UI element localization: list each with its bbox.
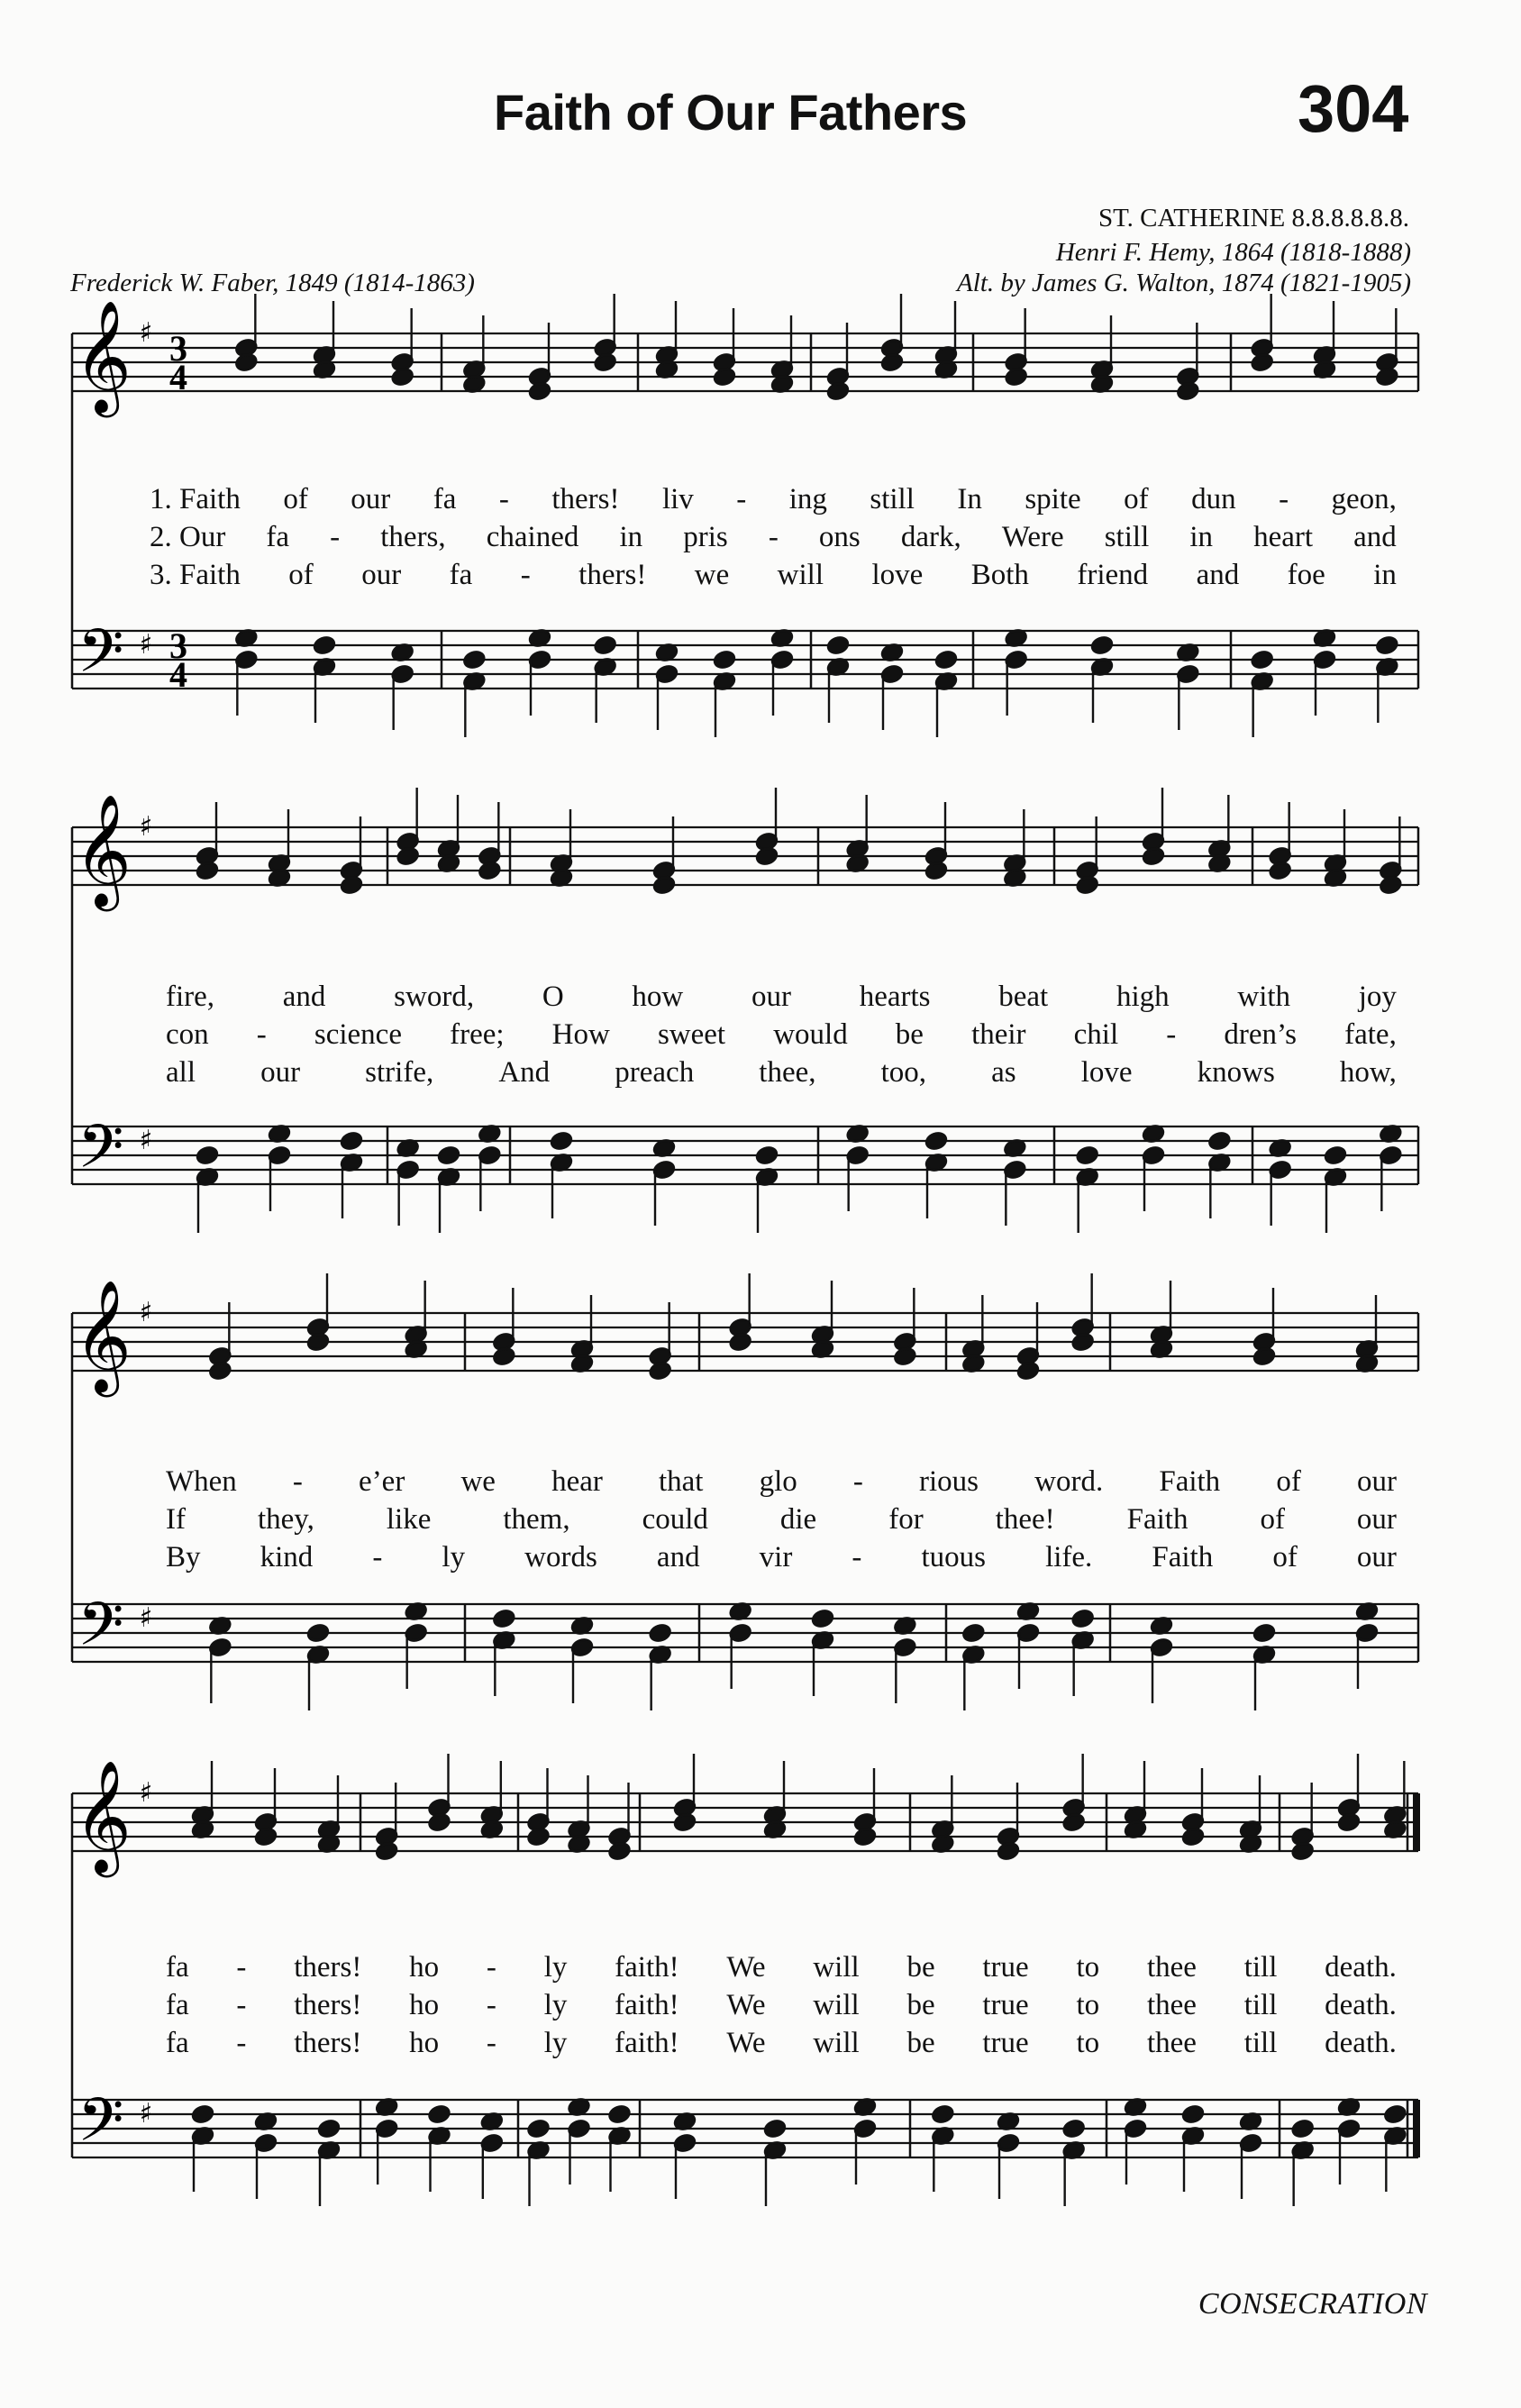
notehead xyxy=(934,650,958,670)
lyric-syllable: high xyxy=(1116,981,1170,1013)
notehead xyxy=(880,352,904,373)
lyric-syllable: in xyxy=(619,521,643,553)
lyric-syllable: ons xyxy=(818,521,861,553)
notehead xyxy=(652,875,676,896)
lyric-syllable: ly xyxy=(543,2027,568,2059)
arranger-credit: Alt. by James G. Walton, 1874 (1821-1905) xyxy=(957,269,1411,297)
lyric-syllable: fa xyxy=(433,483,457,515)
lyric-syllable: dun xyxy=(1191,483,1236,515)
notehead xyxy=(826,635,850,656)
lyric-syllable: - xyxy=(852,1541,862,1573)
notehead xyxy=(1181,2104,1205,2125)
treble-clef-icon: 𝄞 xyxy=(74,300,132,413)
lyric-syllable: dark, xyxy=(900,521,961,553)
lyric-syllable: they, xyxy=(257,1503,314,1536)
lyric-syllable: still xyxy=(1104,521,1150,553)
lyric-syllable: con xyxy=(166,1018,209,1051)
lyric-syllable: life. xyxy=(1045,1541,1093,1573)
lyric-syllable: thers! xyxy=(294,1989,362,2021)
lyric-syllable: fa xyxy=(166,2027,189,2059)
notehead xyxy=(208,1361,232,1382)
lyric-syllable: Both xyxy=(970,559,1029,591)
lyric-syllable: of xyxy=(288,559,314,591)
lyric-syllable: - xyxy=(736,483,747,515)
lyric-line xyxy=(166,981,1397,1014)
lyric-syllable: ly xyxy=(442,1541,466,1573)
lyric-syllable: - xyxy=(852,1465,863,1498)
notehead xyxy=(1207,1131,1231,1152)
lyric-syllable: knows xyxy=(1197,1056,1275,1089)
lyric-syllable: be xyxy=(906,2027,935,2059)
lyric-syllable: thee, xyxy=(759,1056,816,1089)
lyric-syllable: our xyxy=(1356,1465,1397,1498)
lyric-syllable: When xyxy=(166,1465,237,1498)
lyric-syllable: Faith xyxy=(1152,1541,1214,1573)
lyric-syllable: thers, xyxy=(380,521,446,553)
time-signature: 4 xyxy=(169,654,187,695)
notehead xyxy=(893,1346,916,1367)
notehead xyxy=(1269,861,1292,881)
lyric-syllable: of xyxy=(1260,1503,1285,1536)
notehead xyxy=(1379,875,1402,896)
lyric-line xyxy=(166,1541,1397,1574)
lyric-syllable: die xyxy=(779,1503,817,1536)
category-label: CONSECRATION xyxy=(1198,2287,1427,2321)
notehead xyxy=(306,1332,330,1353)
notehead xyxy=(763,2119,787,2139)
lyric-syllable: - xyxy=(1279,483,1289,515)
lyric-syllable: tuous xyxy=(921,1541,986,1573)
lyric-syllable: thee xyxy=(1146,1989,1197,2021)
lyric-line xyxy=(166,1018,1397,1052)
notehead xyxy=(1076,875,1099,896)
notehead xyxy=(853,1827,877,1847)
lyric-syllable: fate, xyxy=(1344,1018,1397,1051)
lyric-syllable: fa xyxy=(166,1951,189,1984)
bass-clef-icon: 𝄢 xyxy=(77,2085,124,2169)
sharp-icon: ♯ xyxy=(139,1297,153,1328)
treble-clef-icon: 𝄞 xyxy=(74,794,132,907)
lyric-syllable: heart xyxy=(1253,521,1314,553)
sharp-icon: ♯ xyxy=(139,811,153,843)
lyric-line xyxy=(166,1503,1397,1537)
notehead xyxy=(1291,2119,1315,2139)
lyric-syllable: word. xyxy=(1034,1465,1104,1498)
final-barline xyxy=(1413,1793,1420,1851)
notehead xyxy=(234,352,258,373)
lyric-syllable: thers! xyxy=(294,1951,362,1984)
lyric-syllable: to xyxy=(1076,2027,1100,2059)
lyric-syllable: We xyxy=(726,2027,766,2059)
lyric-syllable: of xyxy=(1276,1465,1301,1498)
notehead xyxy=(340,875,363,896)
notehead xyxy=(961,1623,985,1644)
lyric-syllable: 2. Our xyxy=(150,521,226,553)
notehead xyxy=(594,352,617,373)
lyric-syllable: If xyxy=(166,1503,186,1536)
notehead xyxy=(317,2119,341,2139)
notehead xyxy=(375,1841,398,1862)
lyric-syllable: - xyxy=(330,521,341,553)
notehead xyxy=(649,1361,672,1382)
notehead xyxy=(997,1841,1020,1862)
notehead xyxy=(924,861,948,881)
notehead xyxy=(1375,635,1398,656)
lyric-syllable: Were xyxy=(1001,521,1064,553)
lyric-syllable: will xyxy=(813,1989,860,2021)
notehead xyxy=(391,367,414,388)
lyric-syllable: thers! xyxy=(294,2027,362,2059)
notehead xyxy=(340,1131,363,1152)
composer-credit: Henri F. Hemy, 1864 (1818-1888) xyxy=(1055,238,1411,267)
lyric-syllable: dren’s xyxy=(1224,1018,1298,1051)
notehead xyxy=(1071,1332,1095,1353)
sharp-icon: ♯ xyxy=(139,317,153,349)
lyric-syllable: our xyxy=(260,1056,301,1089)
lyric-syllable: we xyxy=(694,559,730,591)
hymn-number: 304 xyxy=(1298,71,1409,146)
lyric-syllable: rious xyxy=(919,1465,979,1498)
lyric-syllable: O xyxy=(542,981,564,1013)
notehead xyxy=(254,1827,278,1847)
lyric-syllable: - xyxy=(486,1989,496,2021)
tune-name: ST. CATHERINE 8.8.8.8.8.8. xyxy=(1097,204,1409,233)
lyric-syllable: true xyxy=(982,2027,1029,2059)
notehead xyxy=(1181,1827,1205,1847)
notehead xyxy=(826,381,850,402)
bass-clef-icon: 𝄢 xyxy=(77,1590,124,1674)
notehead xyxy=(526,2119,550,2139)
notehead xyxy=(1062,1812,1086,1833)
notehead xyxy=(1337,1812,1361,1833)
lyric-syllable: in xyxy=(1189,521,1214,553)
lyric-syllable: glo xyxy=(759,1465,797,1498)
notehead xyxy=(649,1623,672,1644)
notehead xyxy=(713,650,736,670)
lyric-syllable: hear xyxy=(551,1465,603,1498)
notehead xyxy=(306,1623,330,1644)
lyric-syllable: In xyxy=(957,483,982,515)
lyric-syllable: - xyxy=(236,2027,247,2059)
sharp-icon: ♯ xyxy=(139,629,153,661)
notehead xyxy=(931,2104,954,2125)
lyric-syllable: liv xyxy=(661,483,694,515)
lyric-syllable: We xyxy=(726,1951,766,1984)
lyric-syllable: chained xyxy=(486,521,579,553)
lyric-syllable: thers! xyxy=(578,559,647,591)
sharp-icon: ♯ xyxy=(139,1602,153,1634)
lyric-syllable: of xyxy=(283,483,308,515)
lyric-syllable: as xyxy=(991,1056,1016,1089)
lyric-line xyxy=(166,1465,1397,1499)
lyric-syllable: hearts xyxy=(859,981,931,1013)
lyric-syllable: death. xyxy=(1325,1951,1397,1984)
notehead xyxy=(1076,1145,1099,1166)
lyric-syllable: till xyxy=(1243,1989,1278,2021)
lyric-syllable: we xyxy=(460,1465,496,1498)
lyric-syllable: kind xyxy=(260,1541,314,1573)
lyric-syllable: will xyxy=(813,1951,860,1984)
sharp-icon: ♯ xyxy=(139,2098,153,2130)
notehead xyxy=(755,846,779,867)
lyric-syllable: - xyxy=(256,1018,267,1051)
bass-clef-icon: 𝄢 xyxy=(77,1112,124,1196)
lyric-syllable: vir xyxy=(759,1541,793,1573)
lyric-syllable: spite xyxy=(1025,483,1081,515)
lyric-syllable: Faith xyxy=(1126,1503,1189,1536)
lyric-syllable: to xyxy=(1076,1989,1100,2021)
lyric-syllable: ho xyxy=(409,1951,440,1984)
lyric-syllable: and xyxy=(656,1541,700,1573)
notehead xyxy=(1090,635,1114,656)
lyric-syllable: - xyxy=(520,559,531,591)
lyric-syllable: till xyxy=(1243,1951,1278,1984)
lyric-syllable: - xyxy=(1166,1018,1177,1051)
lyric-syllable: true xyxy=(982,1951,1029,1984)
lyric-syllable: - xyxy=(236,1951,247,1984)
lyric-syllable: and xyxy=(282,981,326,1013)
lyric-syllable: 3. Faith xyxy=(150,559,241,591)
notehead xyxy=(811,1609,834,1629)
notehead xyxy=(673,1812,697,1833)
lyric-syllable: all xyxy=(166,1056,196,1089)
lyric-syllable: till xyxy=(1243,2027,1278,2059)
notehead xyxy=(1251,650,1274,670)
lyric-syllable: ly xyxy=(543,1989,568,2021)
lyric-syllable: How xyxy=(551,1018,610,1051)
lyric-syllable: - xyxy=(486,1951,496,1984)
lyric-syllable: - xyxy=(292,1465,303,1498)
lyric-syllable: for xyxy=(888,1503,924,1536)
notehead xyxy=(437,1145,460,1166)
lyric-syllable: be xyxy=(895,1018,924,1051)
lyric-syllable: beat xyxy=(998,981,1049,1013)
lyric-syllable: our xyxy=(361,559,402,591)
lyric-syllable: them, xyxy=(503,1503,570,1536)
notehead xyxy=(1016,1361,1040,1382)
notehead xyxy=(924,1131,948,1152)
treble-clef-icon: 𝄞 xyxy=(74,1760,132,1873)
lyric-syllable: could xyxy=(642,1503,708,1536)
lyric-syllable: sword, xyxy=(394,981,475,1013)
lyric-syllable: science xyxy=(314,1018,402,1051)
notehead xyxy=(396,846,420,867)
lyric-syllable: - xyxy=(486,2027,496,2059)
notehead xyxy=(196,861,219,881)
lyric-syllable: their xyxy=(971,1018,1026,1051)
lyric-syllable: that xyxy=(658,1465,704,1498)
notehead xyxy=(1062,2119,1086,2139)
lyric-syllable: of xyxy=(1272,1541,1298,1573)
notehead xyxy=(526,1827,550,1847)
lyric-syllable: fire, xyxy=(166,981,215,1013)
notehead xyxy=(1291,1841,1315,1862)
notehead xyxy=(607,1841,631,1862)
lyric-syllable: friend xyxy=(1077,559,1149,591)
lyric-syllable: and xyxy=(1196,559,1240,591)
bass-clef-icon: 𝄢 xyxy=(77,616,124,700)
lyric-syllable: pris xyxy=(683,521,728,553)
lyric-syllable: fa xyxy=(166,1989,189,2021)
notehead xyxy=(427,2104,451,2125)
lyric-line xyxy=(150,521,1397,554)
notehead xyxy=(313,635,336,656)
lyric-syllable: and xyxy=(1353,521,1397,553)
lyric-syllable: thee! xyxy=(995,1503,1055,1536)
lyric-line xyxy=(166,1951,1397,1984)
notehead xyxy=(427,1812,451,1833)
lyric-syllable: fa xyxy=(266,521,290,553)
notehead xyxy=(196,1145,219,1166)
lyric-syllable: - xyxy=(768,521,779,553)
lyric-syllable: love xyxy=(1080,1056,1133,1089)
lyric-syllable: ing xyxy=(788,483,827,515)
notehead xyxy=(1383,2104,1407,2125)
lyric-line xyxy=(166,1989,1397,2022)
lyric-syllable: ly xyxy=(543,1951,568,1984)
lyric-syllable: be xyxy=(906,1989,935,2021)
time-signature: 4 xyxy=(169,357,187,397)
sharp-icon: ♯ xyxy=(139,1125,153,1156)
lyric-syllable: love xyxy=(871,559,924,591)
notehead xyxy=(729,1332,752,1353)
lyric-syllable: words xyxy=(524,1541,597,1573)
lyric-syllable: in xyxy=(1373,559,1397,591)
notehead xyxy=(607,2104,631,2125)
lyric-syllable: death. xyxy=(1325,1989,1397,2021)
lyric-syllable: faith! xyxy=(615,2027,679,2059)
notehead xyxy=(1142,846,1165,867)
author-credit: Frederick W. Faber, 1849 (1814-1863) xyxy=(70,269,475,297)
lyric-syllable: chil xyxy=(1073,1018,1119,1051)
notehead xyxy=(492,1346,515,1367)
lyric-syllable: foe xyxy=(1287,559,1325,591)
notehead xyxy=(462,650,486,670)
lyric-syllable: our xyxy=(1356,1541,1397,1573)
notehead xyxy=(594,635,617,656)
lyric-syllable: strife, xyxy=(365,1056,434,1089)
notehead xyxy=(1071,1609,1095,1629)
lyric-syllable: to xyxy=(1076,1951,1100,1984)
treble-clef-icon: 𝄞 xyxy=(74,1280,132,1392)
notehead xyxy=(713,367,736,388)
lyric-syllable: our xyxy=(751,981,791,1013)
lyric-syllable: our xyxy=(351,483,391,515)
lyric-syllable: By xyxy=(166,1541,201,1573)
time-signature: 3 xyxy=(169,625,187,666)
notehead xyxy=(1176,381,1199,402)
notehead xyxy=(528,381,551,402)
lyric-syllable: will xyxy=(777,559,824,591)
notehead xyxy=(1005,367,1028,388)
lyric-syllable: be xyxy=(906,1951,935,1984)
lyric-syllable: our xyxy=(1356,1503,1397,1536)
lyric-syllable: joy xyxy=(1358,981,1397,1013)
lyric-syllable: with xyxy=(1237,981,1291,1013)
lyric-line xyxy=(166,1056,1397,1090)
lyric-syllable: will xyxy=(813,2027,860,2059)
final-barline xyxy=(1413,2100,1420,2157)
lyric-syllable: We xyxy=(726,1989,766,2021)
notehead xyxy=(492,1609,515,1629)
hymn-title: Faith of Our Fathers xyxy=(494,84,968,141)
lyric-syllable: - xyxy=(498,483,509,515)
lyric-syllable: how, xyxy=(1339,1056,1397,1089)
lyric-syllable: how xyxy=(632,981,684,1013)
lyric-syllable: too, xyxy=(880,1056,927,1089)
lyric-syllable: thers! xyxy=(551,483,620,515)
lyric-syllable: sweet xyxy=(657,1018,726,1051)
notehead xyxy=(550,1131,573,1152)
notehead xyxy=(755,1145,779,1166)
lyric-syllable: geon, xyxy=(1331,483,1397,515)
notehead xyxy=(1251,352,1274,373)
lyric-syllable: still xyxy=(870,483,915,515)
lyric-syllable: thee xyxy=(1146,1951,1197,1984)
lyric-line xyxy=(150,559,1397,592)
lyric-syllable: Faith xyxy=(1159,1465,1221,1498)
lyric-syllable: e’er xyxy=(359,1465,405,1498)
time-signature: 3 xyxy=(169,328,187,369)
lyric-line xyxy=(150,483,1397,516)
lyric-syllable: of xyxy=(1124,483,1149,515)
lyric-syllable: faith! xyxy=(615,1951,679,1984)
lyric-syllable: free; xyxy=(450,1018,505,1051)
sharp-icon: ♯ xyxy=(139,1777,153,1809)
lyric-syllable: ho xyxy=(409,2027,440,2059)
lyric-syllable: preach xyxy=(615,1056,695,1089)
lyric-syllable: And xyxy=(498,1056,551,1089)
notehead xyxy=(191,2104,214,2125)
notehead xyxy=(1252,1346,1276,1367)
notehead xyxy=(1375,367,1398,388)
notehead xyxy=(1324,1145,1347,1166)
lyric-syllable: - xyxy=(372,1541,383,1573)
notehead xyxy=(478,861,501,881)
lyric-syllable: 1. Faith xyxy=(150,483,241,515)
lyric-syllable: would xyxy=(773,1018,848,1051)
lyric-line xyxy=(166,2027,1397,2060)
lyric-syllable: like xyxy=(386,1503,432,1536)
lyric-syllable: fa xyxy=(449,559,473,591)
lyric-syllable: - xyxy=(236,1989,247,2021)
lyric-syllable: thee xyxy=(1146,2027,1197,2059)
notehead xyxy=(1252,1623,1276,1644)
lyric-syllable: true xyxy=(982,1989,1029,2021)
lyric-syllable: ho xyxy=(409,1989,440,2021)
lyric-syllable: faith! xyxy=(615,1989,679,2021)
lyric-syllable: death. xyxy=(1325,2027,1397,2059)
